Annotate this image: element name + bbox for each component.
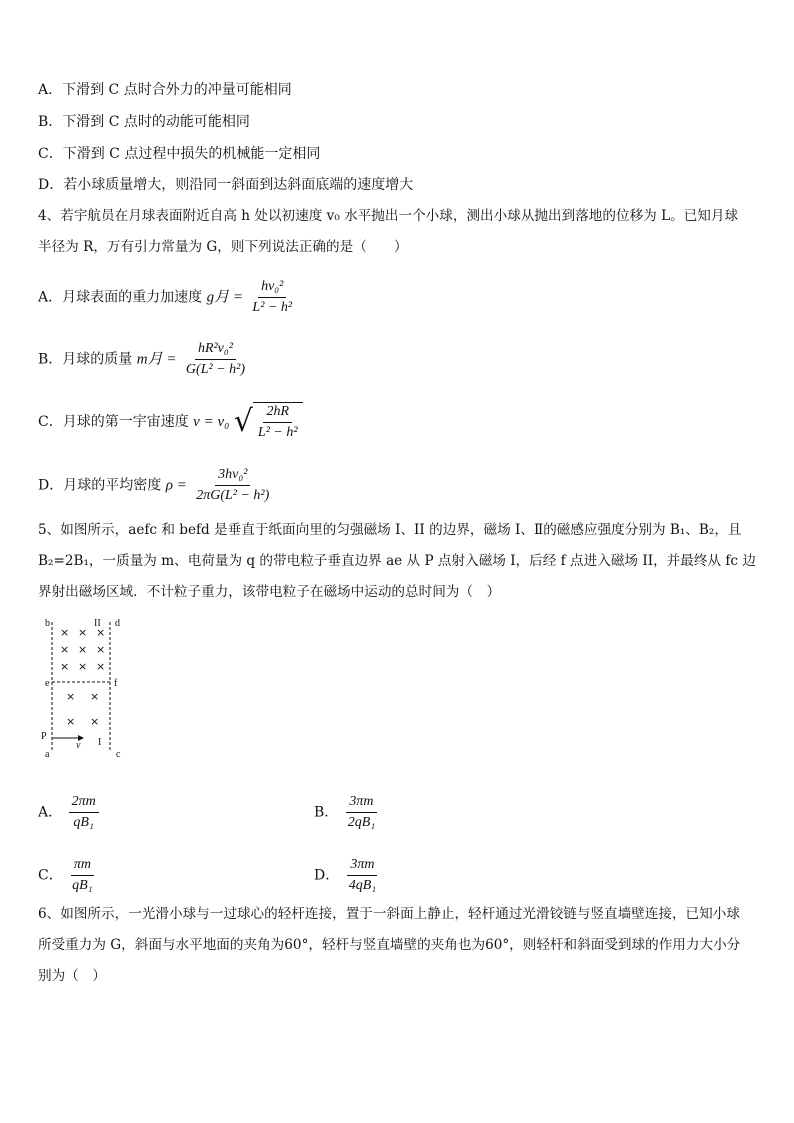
label-v: v <box>76 740 81 751</box>
q5-option-a-fraction <box>69 793 99 832</box>
q4-option-a-denominator: L² − h² <box>252 300 293 315</box>
q5-option-d-fraction <box>346 856 379 895</box>
q4-option-c-sqrt <box>234 402 303 442</box>
q5-option-b-label: B． <box>314 804 339 821</box>
q4-option-d <box>38 466 274 505</box>
q4-option-c <box>38 402 303 442</box>
label-P: P <box>41 731 47 742</box>
q5-option-a-numerator: 2πm <box>69 793 99 813</box>
q4-option-d-fraction <box>193 466 272 505</box>
q4-option-b-label: B．月球的质量 <box>38 351 133 368</box>
label-I: I <box>98 737 102 748</box>
q5-option-c-label: C． <box>38 867 63 884</box>
q5-stem-line1: 5、如图所示，aefc 和 befd 是垂直于纸面向里的匀强磁场 I、II 的边界，磁场 I、Ⅱ的磁感应强度分别为 B₁、B₂，且 <box>38 522 742 538</box>
q4-option-a-numerator: hv₀² <box>258 278 286 298</box>
q4-option-d-denominator: 2πG(L² − h²) <box>196 488 270 503</box>
q4-stem-line2: 半径为 R，万有引力常量为 G，则下列说法正确的是（ ） <box>38 239 408 255</box>
cross-icon: × <box>78 643 88 656</box>
cross-icon: × <box>78 626 88 639</box>
field-boundaries <box>52 622 110 750</box>
label-b: b <box>45 618 50 629</box>
field-crosses <box>60 626 105 728</box>
q5-option-a <box>38 793 101 832</box>
q5-option-b-numerator: 3πm <box>346 793 376 813</box>
label-II: II <box>94 618 101 629</box>
q5-stem-line3: 界射出磁场区域．不计粒子重力，该带电粒子在磁场中运动的总时间为（ ） <box>38 584 501 600</box>
label-a: a <box>45 749 50 760</box>
cross-icon: × <box>90 715 100 728</box>
q6-stem-line1: 6、如图所示，一光滑小球与一过球心的轻杆连接，置于一斜面上静止，轻杆通过光滑铰链与竖直墙壁连接，已知小球 <box>38 906 740 922</box>
q4-option-c-fraction <box>255 403 301 442</box>
q4-option-b-denominator: G(L² − h²) <box>185 362 245 377</box>
q5-option-b-fraction <box>345 793 378 832</box>
q5-option-d-numerator: 3πm <box>347 856 377 876</box>
option-d: D．若小球质量增大，则沿同一斜面到达斜面底端的速度增大 <box>38 177 414 193</box>
cross-icon: × <box>66 715 76 728</box>
q4-option-c-numerator: 2hR <box>263 403 292 423</box>
sqrt-icon: √ <box>233 404 253 439</box>
q4-option-a-label: A．月球表面的重力加速度 <box>38 289 203 306</box>
q5-option-d-denominator: 4qB₁ <box>348 878 377 893</box>
q5-option-b-denominator: 2qB₁ <box>347 815 376 830</box>
magnetic-field-figure <box>38 614 148 764</box>
q4-option-b-lhs: m月 = <box>136 351 177 368</box>
q4-option-d-lhs: ρ = <box>165 477 187 494</box>
cross-icon: × <box>78 660 88 673</box>
label-e: e <box>45 678 50 689</box>
q5-stem-line2: B₂=2B₁，一质量为 m、电荷量为 q 的带电粒子垂直边界 ae 从 P 点射入磁场 I，后经 f 点进入磁场 II，并最终从 fc 边 <box>38 553 756 569</box>
q5-option-c-denominator: qB₁ <box>72 878 93 893</box>
cross-icon: × <box>66 690 76 703</box>
q5-option-a-denominator: qB₁ <box>73 815 94 830</box>
option-c: C．下滑到 C 点过程中损失的机械能一定相同 <box>38 146 321 162</box>
q5-option-d-label: D． <box>314 867 340 884</box>
q5-option-c <box>38 856 98 895</box>
cross-icon: × <box>96 660 106 673</box>
q6-stem-line2: 所受重力为 G，斜面与水平地面的夹角为60°，轻杆与竖直墙壁的夹角也为60°，则轻杆和斜面受到球的作用力大小分 <box>38 937 741 953</box>
q4-option-a-lhs: g月 = <box>206 289 243 306</box>
cross-icon: × <box>60 626 70 639</box>
cross-icon: × <box>96 643 106 656</box>
q4-option-c-lhs: v = v₀ <box>193 414 230 430</box>
q4-option-c-radicand <box>253 402 303 442</box>
option-a: A．下滑到 C 点时合外力的冲量可能相同 <box>38 82 292 98</box>
option-b: B．下滑到 C 点时的动能可能相同 <box>38 114 250 130</box>
q5-option-c-numerator: πm <box>71 856 94 876</box>
cross-icon: × <box>60 660 70 673</box>
q5-option-c-fraction <box>69 856 95 895</box>
q4-option-b <box>38 340 250 379</box>
q5-option-b <box>314 793 380 832</box>
q4-option-a-fraction <box>249 278 295 317</box>
q5-option-a-label: A． <box>38 804 63 821</box>
q4-option-b-fraction <box>183 340 248 379</box>
q5-option-d <box>314 856 381 895</box>
q4-stem-line1: 4、若宇航员在月球表面附近自高 h 处以初速度 v₀ 水平抛出一个小球，测出小球从抛出到落地的位移为 L。已知月球 <box>38 208 739 224</box>
label-c: c <box>116 749 121 760</box>
label-f: f <box>114 678 118 689</box>
cross-icon: × <box>60 643 70 656</box>
arrow-head-icon <box>78 735 84 741</box>
q4-option-b-numerator: hR²v₀² <box>195 340 236 360</box>
q4-option-d-label: D．月球的平均密度 <box>38 477 162 494</box>
cross-icon: × <box>90 690 100 703</box>
q6-stem-line3: 别为（ ） <box>38 968 106 984</box>
q4-option-c-denominator: L² − h² <box>257 425 298 440</box>
cross-icon: × <box>96 626 106 639</box>
label-d: d <box>115 618 120 629</box>
q4-option-a <box>38 278 297 317</box>
q4-option-d-numerator: 3hv₀² <box>215 466 250 486</box>
q4-option-c-label: C．月球的第一宇宙速度 <box>38 414 189 430</box>
